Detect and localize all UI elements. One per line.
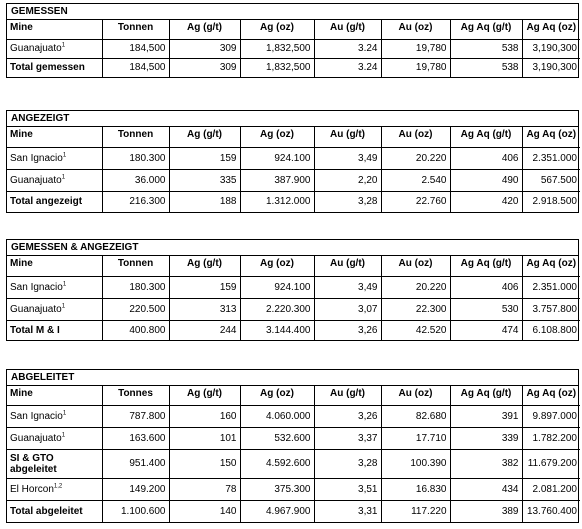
cell-agaq-oz: 2.918.500 (532, 196, 577, 208)
cell-au-gt: 3,49 (314, 147, 381, 169)
column-header-agaq-oz: Ag Aq (oz) (522, 256, 580, 276)
cell-au-oz: 19,780 (381, 39, 450, 58)
footnote-marker: 1 (61, 303, 66, 310)
cell-tonnes: 216.300 (102, 191, 169, 212)
cell-mine (7, 169, 102, 191)
mine-name: San Ignacio (10, 281, 63, 293)
mine-name: Guanajuato (10, 432, 62, 444)
column-header-au-oz: Au (oz) (381, 386, 450, 405)
cell-agaq-oz: 3,190,300 (522, 39, 580, 58)
cell-agaq-gt: 490 (450, 169, 522, 191)
column-header-agaq-gt: Ag Aq (g/t) (450, 256, 522, 276)
cell-mine (7, 147, 102, 169)
cell-au-gt: 3,28 (314, 191, 381, 212)
cell-au-oz: 22.300 (381, 298, 450, 320)
mine-name: Total angezeigt (10, 196, 83, 208)
column-header-ag-oz: Ag (oz) (240, 20, 314, 39)
cell-tonnes: 180.300 (102, 147, 169, 169)
cell-au-gt: 3,26 (314, 405, 381, 427)
column-header-ag-gt: Ag (g/t) (169, 386, 240, 405)
cell-ag-oz: 2.220.300 (240, 298, 314, 320)
mine-name: San Ignacio (10, 152, 63, 164)
cell-agaq-gt: 530 (450, 298, 522, 320)
column-header-mine: Mine (7, 127, 102, 147)
cell-ag-oz: 4.060.000 (240, 405, 314, 427)
table-row (7, 39, 580, 58)
data-table (7, 127, 580, 212)
table-row (7, 478, 580, 500)
cell-ag-oz: 924.100 (240, 276, 314, 298)
cell-tonnes: 400.800 (102, 320, 169, 340)
cell-au-gt: 3,07 (314, 298, 381, 320)
cell-mine (7, 427, 102, 449)
footnote-marker: 1 (61, 174, 66, 181)
cell-ag-gt: 101 (169, 427, 240, 449)
cell-agaq-gt: 382 (450, 449, 522, 478)
section-title: GEMESSEN & ANGEZEIGT (7, 240, 578, 256)
cell-tonnes: 180.300 (102, 276, 169, 298)
section-title: ABGELEITET (7, 370, 578, 386)
header-row (7, 20, 580, 39)
cell-au-gt: 3,49 (314, 276, 381, 298)
cell-mine (7, 298, 102, 320)
measured-indicated-section (6, 239, 579, 341)
cell-tonnes: 163.600 (102, 427, 169, 449)
cell-agaq-oz: 567.500 (522, 169, 580, 191)
cell-ag-gt: 159 (169, 147, 240, 169)
cell-mine (7, 320, 102, 340)
cell-agaq-gt: 474 (450, 320, 522, 340)
cell-au-oz: 2.540 (381, 169, 450, 191)
cell-au-oz: 100.390 (381, 449, 450, 478)
column-header-mine: Mine (7, 20, 102, 39)
cell-au-oz: 22.760 (381, 191, 450, 212)
column-header-au-oz: Au (oz) (381, 256, 450, 276)
cell-tonnes: 36.000 (102, 169, 169, 191)
column-header-au-gt: Au (g/t) (314, 20, 381, 39)
cell-ag-oz: 1,832,500 (240, 39, 314, 58)
cell-agaq-gt: 420 (450, 191, 522, 212)
cell-agaq-gt: 406 (450, 147, 522, 169)
cell-agaq-oz: 2.351.000 (522, 147, 580, 169)
cell-ag-gt: 188 (169, 191, 240, 212)
inferred-section (6, 369, 579, 523)
footnote-marker: 1 (62, 281, 67, 288)
cell-agaq-oz: 2.351.000 (522, 276, 580, 298)
cell-agaq-gt: 538 (450, 58, 522, 77)
column-header-au-gt: Au (g/t) (314, 256, 381, 276)
cell-ag-gt: 159 (169, 276, 240, 298)
column-header-au-gt: Au (g/t) (314, 127, 381, 147)
footnote-marker: 1 (61, 432, 66, 439)
cell-mine (7, 58, 102, 77)
cell-ag-gt: 140 (169, 500, 240, 522)
cell-ag-gt: 313 (169, 298, 240, 320)
column-header-ag-gt: Ag (g/t) (169, 20, 240, 39)
cell-au-gt: 3,28 (314, 449, 381, 478)
cell-tonnes: 1.100.600 (102, 500, 169, 522)
cell-ag-gt: 244 (169, 320, 240, 340)
column-header-tonnes: Tonnen (102, 20, 169, 39)
column-header-tonnes: Tonnen (102, 256, 169, 276)
cell-au-gt: 3,31 (314, 500, 381, 522)
footnote-marker: 1 (62, 152, 67, 159)
cell-tonnes: 184,500 (102, 39, 169, 58)
mine-name: Guanajuato (10, 303, 62, 315)
cell-au-gt: 3,51 (314, 478, 381, 500)
header-row (7, 127, 580, 147)
cell-au-gt: 3.24 (314, 58, 381, 77)
cell-ag-oz: 3.144.400 (240, 320, 314, 340)
cell-agaq-oz: 11.679.200 (522, 449, 580, 478)
cell-au-gt: 3,26 (314, 320, 381, 340)
column-header-tonnes: Tonnes (102, 386, 169, 405)
cell-ag-gt: 150 (169, 449, 240, 478)
cell-tonnes: 149.200 (102, 478, 169, 500)
cell-tonnes: 787.800 (102, 405, 169, 427)
cell-ag-gt: 335 (169, 169, 240, 191)
measured-section (6, 3, 579, 78)
cell-au-oz: 117.220 (381, 500, 450, 522)
cell-mine (7, 39, 102, 58)
section-title: GEMESSEN (7, 4, 578, 20)
column-header-agaq-gt: Ag Aq (g/t) (450, 20, 522, 39)
cell-ag-oz: 4.592.600 (240, 449, 314, 478)
cell-agaq-oz: 13.760.400 (526, 505, 577, 517)
cell-ag-oz: 375.300 (240, 478, 314, 500)
total-row (7, 500, 580, 522)
column-header-ag-oz: Ag (oz) (240, 256, 314, 276)
cell-ag-oz: 387.900 (240, 169, 314, 191)
cell-au-oz: 19,780 (381, 58, 450, 77)
table-row (7, 427, 580, 449)
cell-tonnes: 220.500 (102, 298, 169, 320)
mine-name: Guanajuato (10, 43, 62, 54)
total-row (7, 191, 580, 212)
cell-au-oz: 16.830 (381, 478, 450, 500)
cell-ag-gt: 78 (169, 478, 240, 500)
footnote-marker: 1 (62, 410, 67, 417)
cell-mine (7, 478, 102, 500)
cell-agaq-gt: 406 (450, 276, 522, 298)
cell-au-oz: 17.710 (381, 427, 450, 449)
mine-name: El Horcon (10, 483, 54, 495)
cell-ag-gt: 160 (169, 405, 240, 427)
cell-au-gt: 3.24 (314, 39, 381, 58)
cell-ag-oz: 1,832,500 (240, 58, 314, 77)
cell-au-gt: 3,37 (314, 427, 381, 449)
column-header-au-oz: Au (oz) (381, 127, 450, 147)
cell-mine (7, 276, 102, 298)
cell-agaq-oz: 6.108.800 (532, 324, 577, 336)
cell-ag-gt: 309 (169, 39, 240, 58)
data-table (7, 256, 580, 340)
mine-name: Guanajuato (10, 174, 62, 186)
cell-au-oz: 20.220 (381, 276, 450, 298)
total-row (7, 449, 580, 478)
cell-agaq-gt: 538 (450, 39, 522, 58)
column-header-mine: Mine (7, 386, 102, 405)
column-header-agaq-oz: Ag Aq (oz) (522, 386, 580, 405)
column-header-ag-gt: Ag (g/t) (169, 256, 240, 276)
column-header-agaq-gt: Ag Aq (g/t) (450, 386, 522, 405)
indicated-section (6, 110, 579, 213)
data-table (7, 20, 580, 77)
column-header-au-oz: Au (oz) (381, 20, 450, 39)
cell-agaq-oz: 1.782.200 (522, 427, 580, 449)
cell-agaq-gt: 434 (450, 478, 522, 500)
column-header-agaq-gt: Ag Aq (g/t) (450, 127, 522, 147)
cell-au-gt: 2,20 (314, 169, 381, 191)
column-header-au-gt: Au (g/t) (314, 386, 381, 405)
table-row (7, 405, 580, 427)
cell-au-oz: 42.520 (381, 320, 450, 340)
column-header-agaq-oz: Ag Aq (oz) (522, 20, 580, 39)
mine-name: San Ignacio (10, 410, 63, 422)
cell-mine (7, 449, 102, 478)
total-row (7, 320, 580, 340)
table-row (7, 147, 580, 169)
section-title: ANGEZEIGT (7, 111, 578, 127)
mine-name: Total abgeleitet (10, 505, 83, 517)
cell-agaq-oz: 2.081.200 (522, 478, 580, 500)
cell-tonnes: 951.400 (102, 449, 169, 478)
cell-ag-oz: 4.967.900 (240, 500, 314, 522)
cell-tonnes: 184,500 (102, 58, 169, 77)
cell-ag-gt: 309 (169, 58, 240, 77)
cell-agaq-gt: 389 (450, 500, 522, 522)
cell-ag-oz: 924.100 (240, 147, 314, 169)
mine-name: Total gemessen (10, 62, 85, 74)
mine-name: Total M & I (10, 324, 60, 336)
table-row (7, 298, 580, 320)
footnote-marker: 1,2 (53, 483, 63, 490)
cell-agaq-oz: 3.757.800 (522, 298, 580, 320)
cell-mine (7, 500, 102, 522)
cell-agaq-oz: 3,190,300 (532, 62, 577, 74)
header-row (7, 256, 580, 276)
cell-mine (7, 405, 102, 427)
cell-agaq-oz: 9.897.000 (522, 405, 580, 427)
cell-mine (7, 191, 102, 212)
table-row (7, 169, 580, 191)
header-row (7, 386, 580, 405)
data-table (7, 386, 580, 522)
column-header-ag-gt: Ag (g/t) (169, 127, 240, 147)
column-header-agaq-oz: Ag Aq (oz) (522, 127, 580, 147)
total-row (7, 58, 580, 77)
footnote-marker: 1 (61, 42, 66, 49)
cell-agaq-gt: 391 (450, 405, 522, 427)
table-row (7, 276, 580, 298)
column-header-ag-oz: Ag (oz) (240, 386, 314, 405)
cell-au-oz: 82.680 (381, 405, 450, 427)
cell-ag-oz: 1.312.000 (240, 191, 314, 212)
cell-agaq-gt: 339 (450, 427, 522, 449)
column-header-mine: Mine (7, 256, 102, 276)
cell-au-oz: 20.220 (381, 147, 450, 169)
column-header-tonnes: Tonnen (102, 127, 169, 147)
cell-ag-oz: 532.600 (240, 427, 314, 449)
mine-name: SI & GTO abgeleitet (10, 452, 57, 475)
column-header-ag-oz: Ag (oz) (240, 127, 314, 147)
